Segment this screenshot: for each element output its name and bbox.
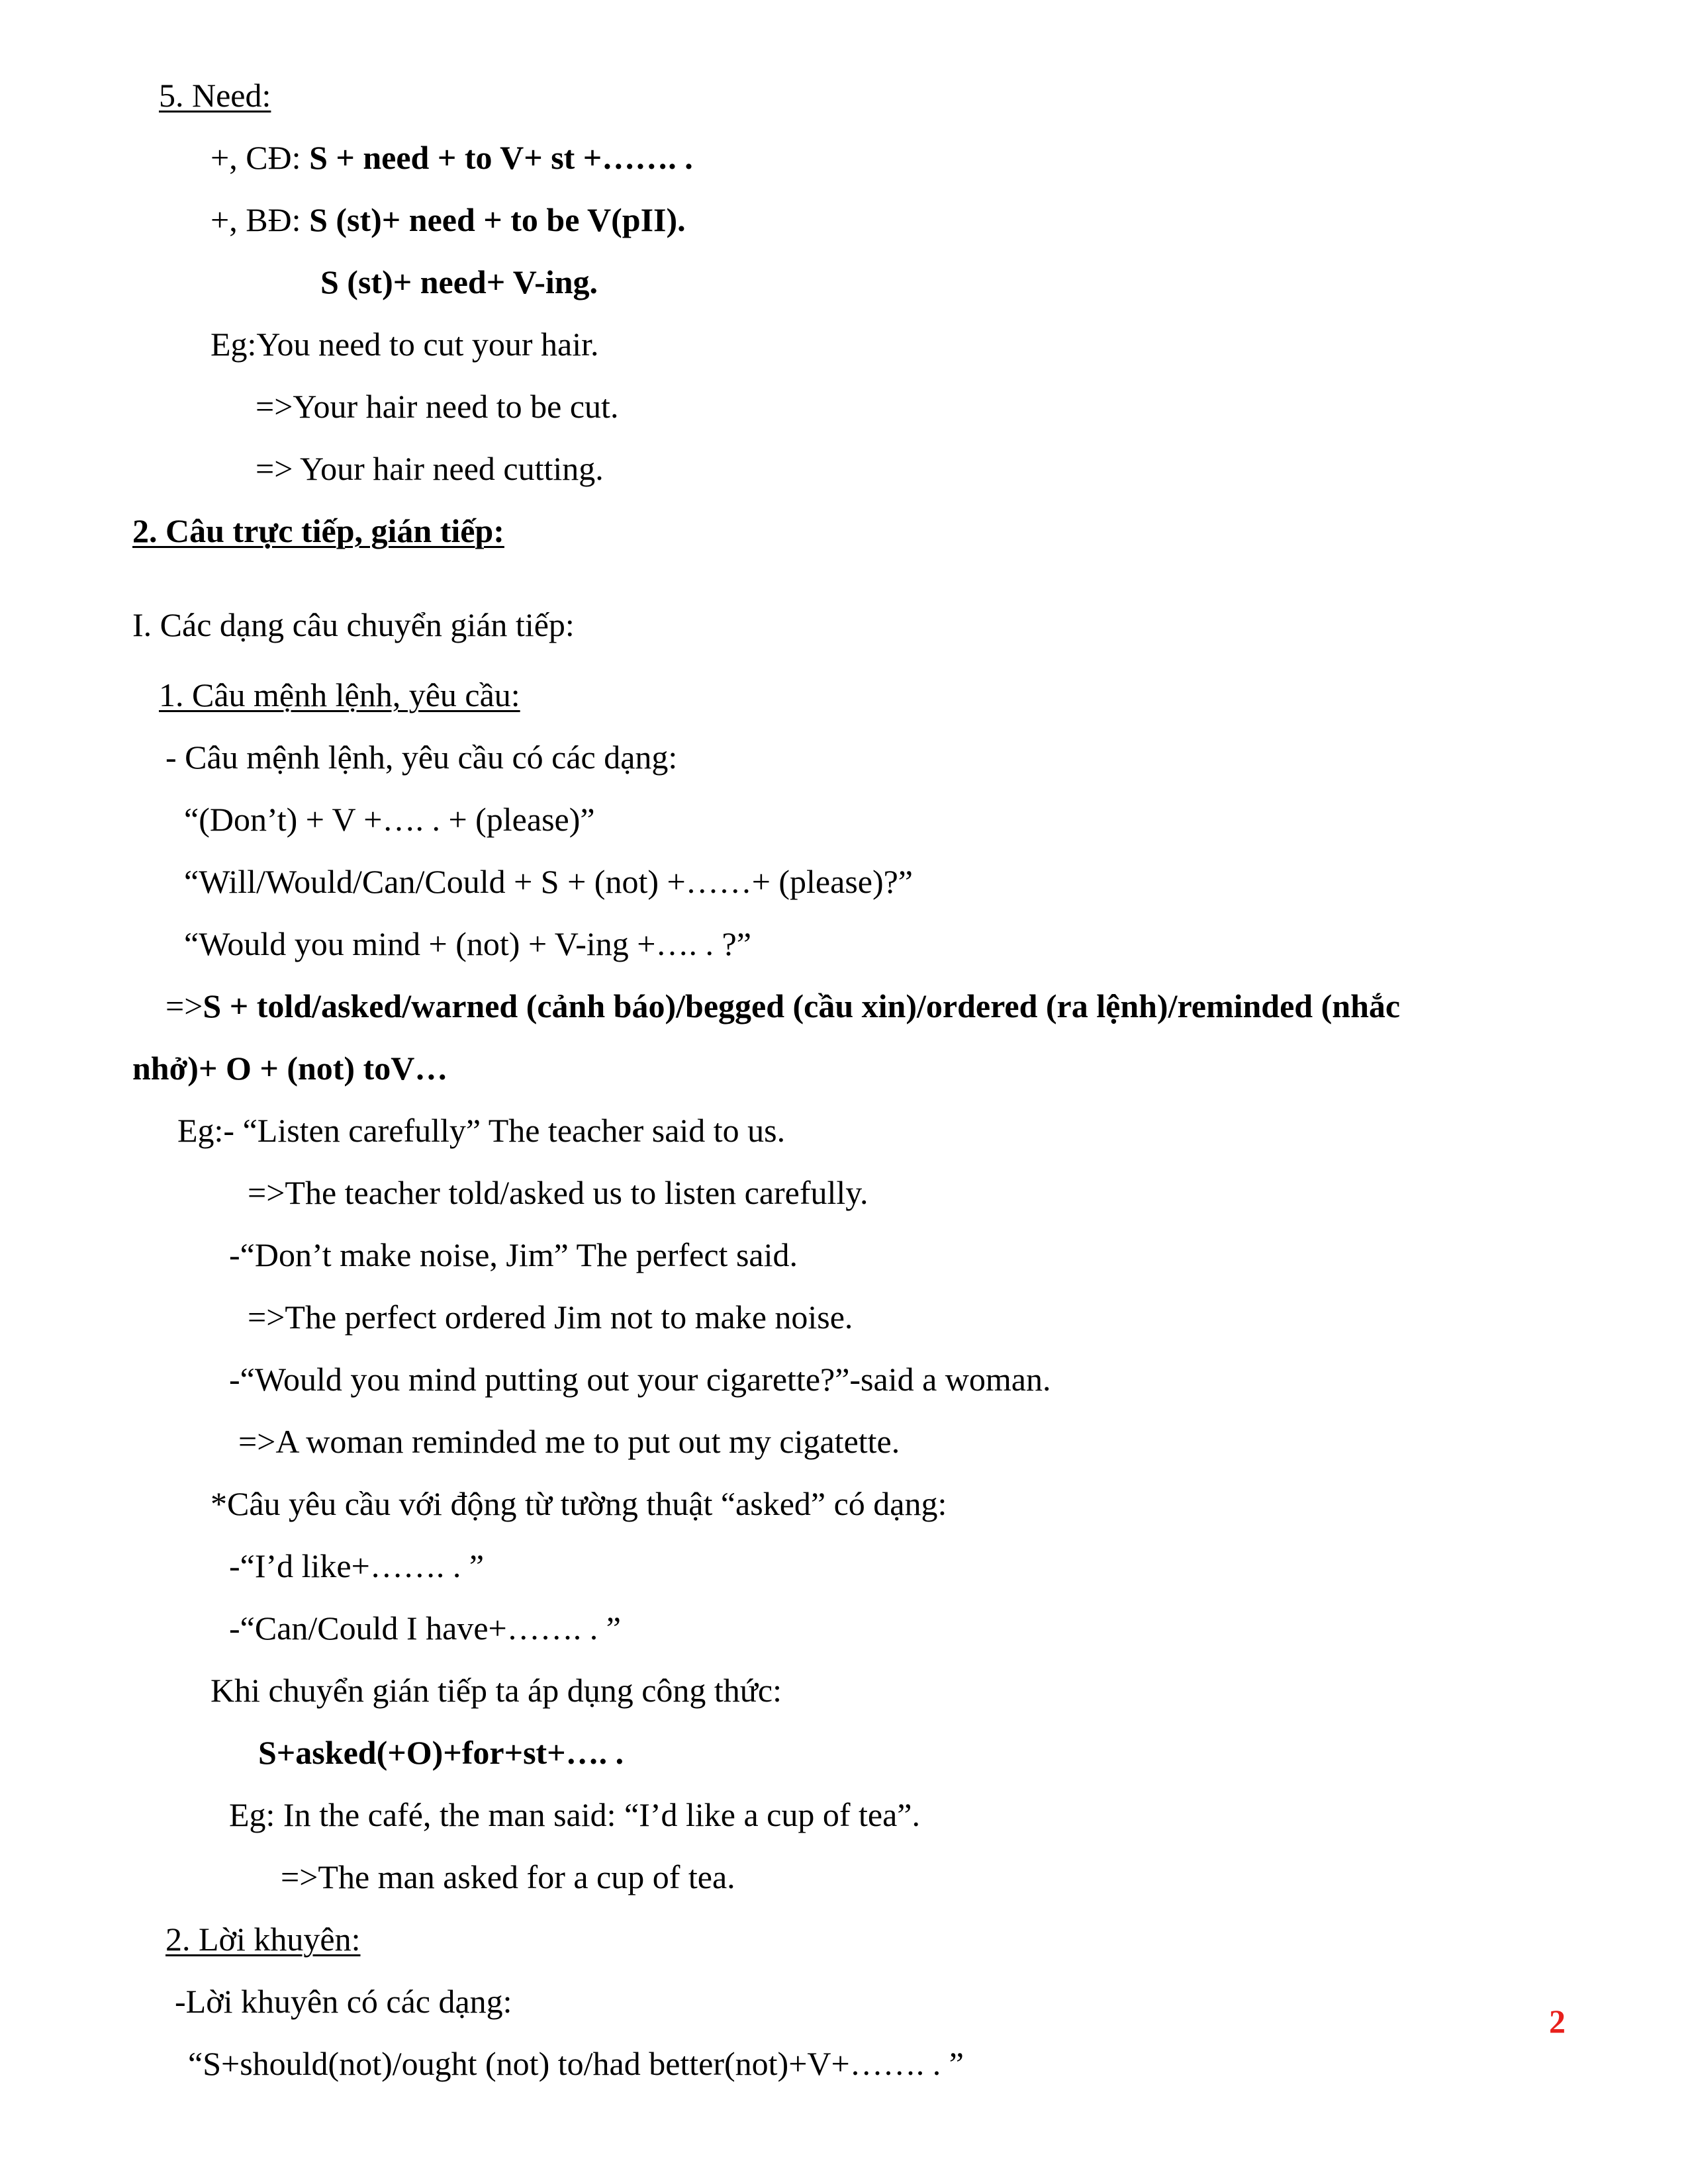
need-passive-line — [211, 200, 686, 240]
imperative-example-1: Eg:- “Listen carefully” The teacher said to us. — [177, 1112, 786, 1149]
page-number: 2 — [1549, 2003, 1566, 2040]
need-passive-formula-1: S (st)+ need + to be V(pII). — [309, 201, 686, 238]
rule-arrow: => — [165, 987, 203, 1024]
asked-form-1: -“I’d like+……. . ” — [229, 1547, 485, 1584]
need-active-prefix: +, CĐ: — [211, 139, 310, 176]
imperative-heading: 1. Câu mệnh lệnh, yêu cầu: — [159, 676, 520, 713]
need-passive-formula-2: S (st)+ need+ V-ing. — [320, 263, 598, 300]
need-example-3: => Your hair need cutting. — [256, 450, 604, 487]
imperative-example-1-result: =>The teacher told/asked us to listen carefully. — [248, 1174, 868, 1211]
asked-apply: Khi chuyển gián tiếp ta áp dụng công thức: — [211, 1672, 782, 1709]
imperative-example-3-result: =>A woman reminded me to put out my cigatette. — [238, 1423, 900, 1460]
advice-form-1: “S+should(not)/ought (not) to/had better(not)+V+……. . ” — [188, 2045, 964, 2082]
need-heading: 5. Need: — [159, 77, 271, 114]
need-active-line — [211, 138, 693, 177]
asked-example: Eg: In the café, the man said: “I’d like a cup of tea”. — [229, 1796, 920, 1833]
part-1-title: I. Các dạng câu chuyển gián tiếp: — [132, 606, 575, 643]
imperative-example-2: -“Don’t make noise, Jim” The perfect said. — [229, 1236, 798, 1273]
imperative-rule-line-1 — [165, 986, 1400, 1026]
asked-form-2: -“Can/Could I have+……. . ” — [229, 1610, 621, 1647]
need-example-1: Eg:You need to cut your hair. — [211, 326, 599, 363]
asked-example-result: =>The man asked for a cup of tea. — [281, 1858, 735, 1895]
imperative-form-2: “Will/Would/Can/Could + S + (not) +……+ (please)?” — [184, 863, 914, 900]
need-example-2: =>Your hair need to be cut. — [256, 388, 619, 425]
imperative-rule-line-2: nhở)+ O + (not) toV… — [132, 1050, 448, 1087]
imperative-example-3: -“Would you mind putting out your cigarette?”-said a woman. — [229, 1361, 1051, 1398]
asked-formula: S+asked(+O)+for+st+…. . — [258, 1734, 624, 1771]
imperative-example-2-result: =>The perfect ordered Jim not to make noise. — [248, 1298, 853, 1336]
imperative-rule-formula: S + told/asked/warned (cảnh báo)/begged (cầu xin)/ordered (ra lệnh)/reminded (nhắc — [203, 987, 1401, 1024]
advice-heading: 2. Lời khuyên: — [165, 1921, 361, 1958]
section-2-title: 2. Câu trực tiếp, gián tiếp: — [132, 512, 504, 549]
need-passive-prefix: +, BĐ: — [211, 201, 310, 238]
imperative-form-1: “(Don’t) + V +…. . + (please)” — [184, 801, 595, 838]
asked-intro: *Câu yêu cầu với động từ tường thuật “asked” có dạng: — [211, 1485, 947, 1522]
imperative-form-3: “Would you mind + (not) + V-ing +…. . ?” — [184, 925, 751, 962]
need-active-formula: S + need + to V+ st +……. . — [309, 139, 693, 176]
imperative-intro: - Câu mệnh lệnh, yêu cầu có các dạng: — [165, 739, 678, 776]
advice-intro: -Lời khuyên có các dạng: — [175, 1983, 512, 2020]
